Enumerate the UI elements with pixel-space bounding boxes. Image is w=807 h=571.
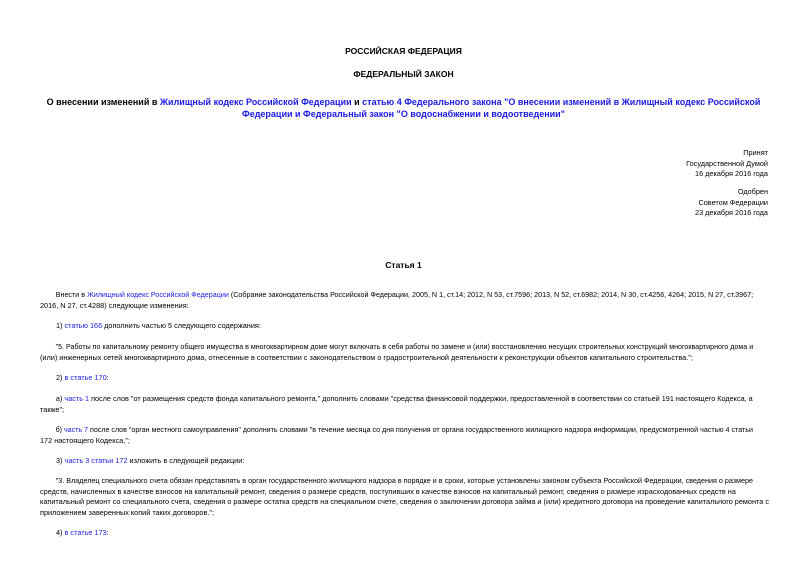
item-1-pre: 1) [56,321,65,330]
item-3-quote-line4: приложением заверенных копий таких договоров."; [40,507,214,517]
item-4-post: : [106,528,109,537]
part-1-link[interactable]: часть 1 [64,394,90,403]
item-4-pre: 4) [56,528,65,537]
item-1-post: дополнить частью 5 следующего содержания: [102,321,261,330]
item-2b-pre: б) [55,425,64,434]
item-2b-paragraph [40,425,769,446]
title-prefix: О внесении изменений в [46,97,160,107]
item-2-paragraph [40,373,769,384]
item-3-quote-line1: "3. Владелец специального счета обязан представлять в орган государственного жилищного надзора в порядке и в сроки, которые установлены законом субъекта Российской Федерации, сведения о размере [55,476,753,485]
approved-block [695,187,768,219]
article-4-link[interactable]: статью 4 Федерального закона "О внесении изменений в Жилищный кодекс Российской [362,97,761,107]
housing-code-link-2[interactable]: Жилищный кодекс Российской Федерации [87,290,229,299]
intro-line2: 2016, N 27, ст.4288) следующие изменения: [40,300,189,310]
law-title [40,96,767,120]
item-2b-line2: 172 настоящего Кодекса,"; [40,435,130,445]
adopted-body: Государственной Думой [686,158,768,168]
item-3-paragraph [40,456,769,467]
item-2a-pre: а) [55,394,65,403]
item-2-post: : [106,373,109,382]
item-3-pre: 3) [56,456,65,465]
item-4-paragraph [40,528,769,539]
adopted-label: Принят [743,148,768,157]
intro-post: (Собрание законодательства Российской Федерации, 2005, N 1, ст.14; 2012, N 53, ст.7596; 2013, N 52, ст.6982; 2014, N 30, ст.4256, 4264; 2015, N 27, ст.3967; [228,290,754,299]
intro-paragraph [40,290,769,311]
item-3-quote-line3: капитальный ремонт со специального счета, сведения о размере остатка средств на специальном счете, сведения о заключении договора займа и (или) кредитного договора на проведение капитального ремонта с [40,497,769,507]
title-middle: и [351,97,363,107]
adopted-date: 16 декабря 2016 года [695,169,768,178]
approved-label: Одобрен [737,187,768,196]
item-2-pre: 2) [56,373,65,382]
article-heading: Статья 1 [385,260,422,270]
approved-date: 23 декабря 2016 года [695,208,768,217]
item-1-quote-line1: "5. Работы по капитальному ремонту общего имущества в многоквартирном доме могут включать в себя работы по замене и (или) восстановлению несущих строительных конструкций многоквартирного дома и [55,342,754,351]
item-2a-line2: также"; [40,404,65,414]
item-2a-paragraph [40,394,769,415]
adopted-block [686,148,768,180]
item-1-paragraph [40,321,769,332]
article-170-link[interactable]: в статье 170 [64,373,107,382]
part-7-link[interactable]: часть 7 [63,425,89,434]
country-heading: РОССИЙСКАЯ ФЕДЕРАЦИЯ [345,46,462,56]
article-166-link[interactable]: статью 166 [64,321,103,330]
item-1-quote-line2: (или) инженерных сетей многоквартирного дома, отнесенные в соответствии с законодательством о градостроительной деятельности к реконструкции объектов капитального строительства."; [40,352,693,362]
item-3-quote [40,476,769,518]
housing-code-link[interactable]: Жилищный кодекс Российской Федерации [159,97,352,107]
approved-body: Советом Федерации [698,197,768,207]
article-4-link-cont[interactable]: Федерации и Федеральный закон "О водоснабжении и водоотведении" [242,109,565,119]
item-1-quote [40,342,769,363]
intro-pre: Внести в [55,290,88,299]
item-3-post: изложить в следующей редакции: [127,456,245,465]
law-type-heading: ФЕДЕРАЛЬНЫЙ ЗАКОН [353,69,454,79]
item-3-quote-line2: средств, начисленных в качестве взносов на капитальный ремонт, сведения о размере средств, поступивших в качестве взносов на капитальный ремонт, сведения о размере израсходованных средств на [40,486,736,496]
item-2b-post: после слов "орган местного самоуправления" дополнить словами "в течение месяца со дня получения от органа государственного жилищного надзора информации, предусмотренной частью 4 статьи [88,425,753,434]
article-172-part-3-link[interactable]: часть 3 статьи 172 [64,456,128,465]
article-173-link[interactable]: в статье 173 [64,528,107,537]
item-2a-post: после слов "от размещения средств фонда капитального ремонта," дополнить словами "средства финансовой поддержки, предоставленной в соответствии со статьей 191 настоящего Кодекса, а [89,394,753,403]
